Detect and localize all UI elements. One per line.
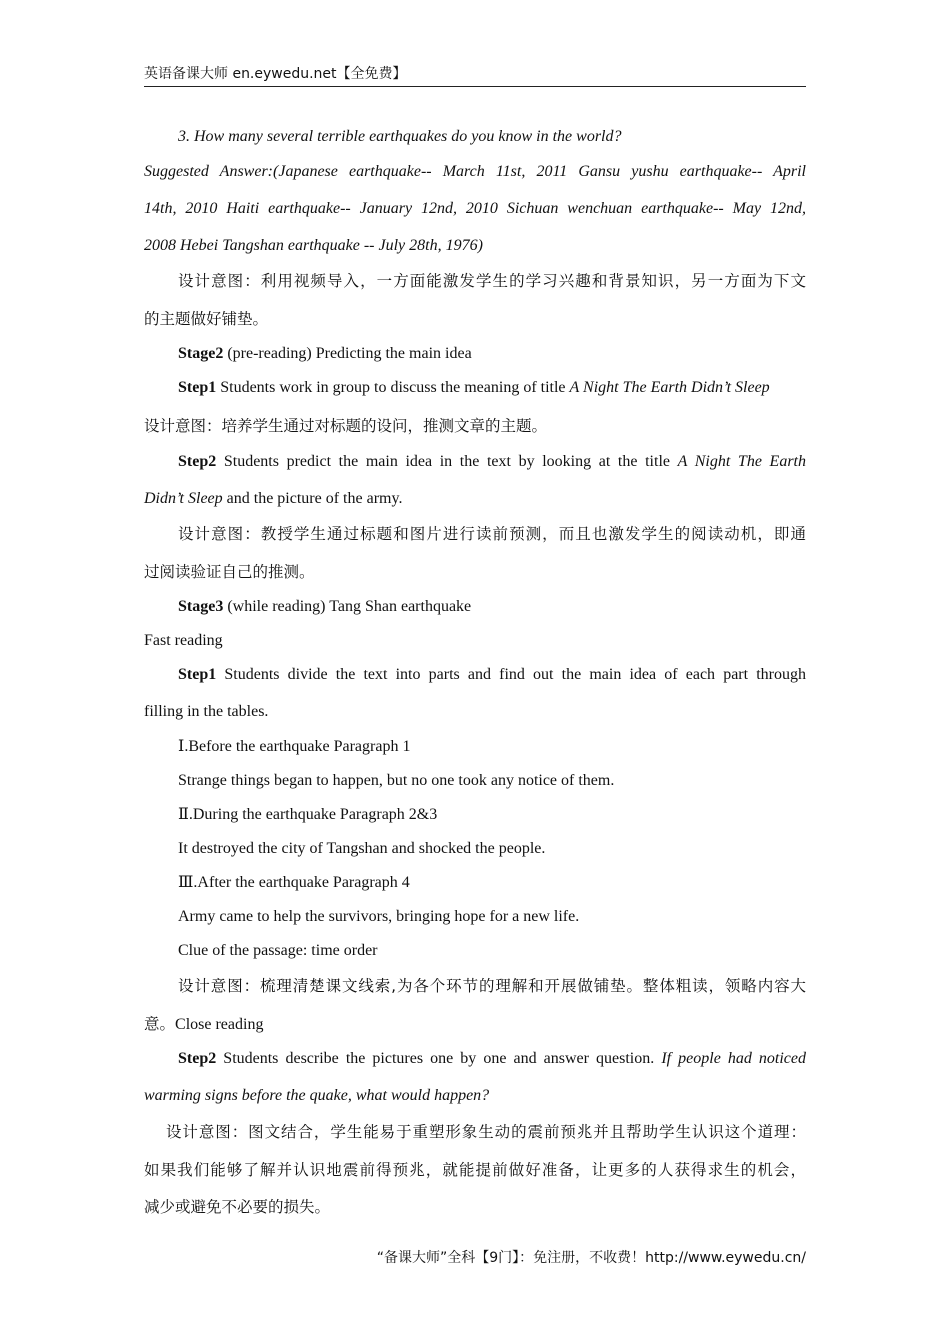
suggested-answer-line-3: 2008 Hebei Tangshan earthquake -- July 28th, 1976) [144, 237, 483, 254]
step2-title: A Night The Earth [677, 453, 807, 470]
step1-text: Students work in group to discuss the meaning of title [216, 379, 570, 396]
page-footer: “备课大师”全科【9门】：免注册，不收费！http://www.eywedu.cn/ [376, 1250, 806, 1266]
part-3-desc: Army came to help the survivors, bringing hope for a new life. [178, 908, 580, 925]
design-intent-4a: 设计意图：梳理清楚课文线索,为各个环节的理解和开展做铺垫。整体粗读，领略内容大 [178, 977, 806, 995]
part-1-desc: Strange things began to happen, but no one took any notice of them. [178, 772, 615, 789]
stage2-heading [178, 344, 472, 364]
page-header: 英语备课大师 en.eywedu.net【全免费】 [144, 64, 806, 87]
part-2-desc: It destroyed the city of Tangshan and shocked the people. [178, 840, 546, 857]
step1-label: Step1 [178, 379, 217, 396]
stage2-label: Stage2 [178, 345, 224, 362]
design-intent-2: 设计意图：培养学生通过对标题的设问，推测文章的主题。 [144, 417, 548, 435]
part-2: Ⅱ.During the earthquake Paragraph 2&3 [178, 806, 438, 823]
step2-label: Step2 [178, 1050, 217, 1067]
stage3-step2 [178, 1049, 806, 1069]
design-intent-1a: 设计意图：利用视频导入，一方面能激发学生的学习兴趣和背景知识，另一方面为下文 [178, 272, 806, 290]
step2-question: If people had noticed [661, 1050, 807, 1067]
stage3-heading [178, 597, 471, 617]
suggested-answer-line-1: Suggested Answer:(Japanese earthquake-- March 11st, 2011 Gansu yushu earthquake-- April [144, 163, 806, 180]
stage2-step1 [178, 378, 770, 398]
design-intent-3b: 过阅读验证自己的推测。 [144, 563, 315, 581]
part-3: Ⅲ.After the earthquake Paragraph 4 [178, 874, 410, 891]
design-intent-5b: 如果我们能够了解并认识地震前得预兆，就能提前做好准备，让更多的人获得求生的机会， [144, 1161, 806, 1179]
close-reading-heading: Close reading [175, 1016, 264, 1033]
design-intent-5a: 设计意图：图文结合，学生能易于重塑形象生动的震前预兆并且帮助学生认识这个道理： [166, 1123, 806, 1141]
suggested-answer-line-2: 14th, 2010 Haiti earthquake-- January 12nd, 2010 Sichuan wenchuan earthquake-- May 12nd, [144, 200, 806, 217]
clue-text: Clue of the passage: time order [178, 942, 378, 959]
step2-title-cont: Didn’t Sleep [144, 490, 223, 507]
fast-reading-heading: Fast reading [144, 632, 223, 649]
stage2-title: (pre-reading) Predicting the main idea [223, 345, 472, 362]
stage3-step1-cont: filling in the tables. [144, 703, 269, 720]
question-3: 3. How many several terrible earthquakes do you know in the world? [178, 128, 622, 145]
step2-label: Step2 [178, 453, 217, 470]
stage2-step2 [178, 452, 806, 472]
stage2-step2-cont [144, 489, 402, 509]
stage3-label: Stage3 [178, 598, 224, 615]
step1-label: Step1 [178, 666, 217, 683]
step1-title: A Night The Earth Didn’t Sleep [569, 379, 770, 396]
design-intent-5c: 减少或避免不必要的损失。 [144, 1198, 331, 1216]
design-intent-4b [144, 1014, 263, 1035]
stage3-step1 [178, 665, 806, 685]
stage3-step2-cont: warming signs before the quake, what would happen? [144, 1087, 490, 1104]
step2-text-cont: and the picture of the army. [222, 490, 403, 507]
design-intent-1b: 的主题做好铺垫。 [144, 310, 269, 328]
step2-text: Students predict the main idea in the text by looking at the title [216, 453, 678, 470]
stage3-title: (while reading) Tang Shan earthquake [223, 598, 472, 615]
design-intent-3a: 设计意图：教授学生通过标题和图片进行读前预测，而且也激发学生的阅读动机，即通 [178, 525, 806, 543]
step2-text: Students describe the pictures one by one and answer question. [216, 1050, 662, 1067]
part-1: Ⅰ.Before the earthquake Paragraph 1 [178, 738, 411, 755]
step1-text: Students divide the text into parts and find out the main idea of each part through [216, 666, 806, 683]
intent-4b-cn: 意。 [144, 1015, 176, 1033]
